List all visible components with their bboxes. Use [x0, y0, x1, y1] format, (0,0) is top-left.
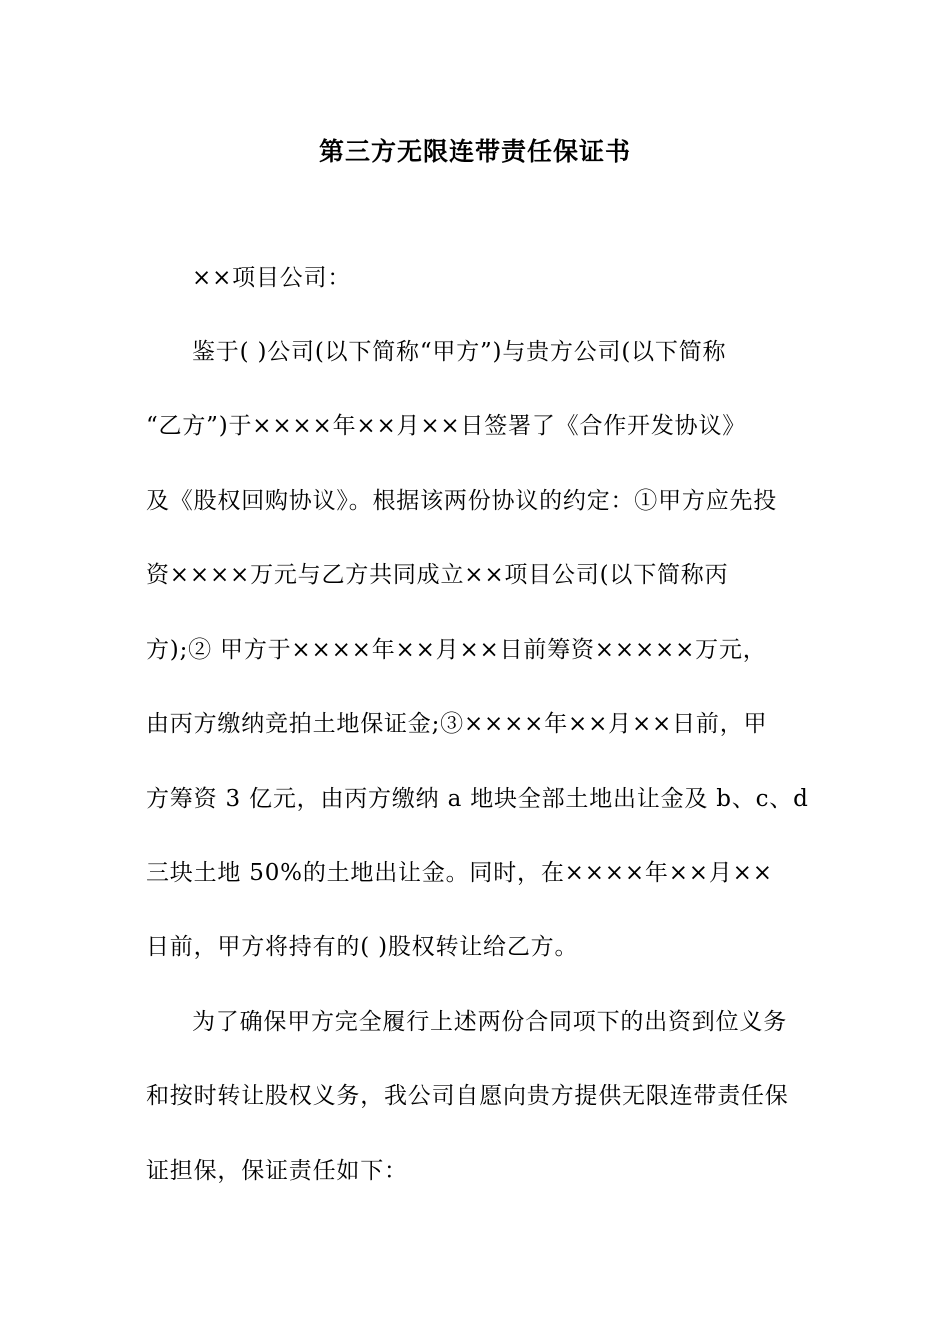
paragraph-1-line-9: 日前，甲方将持有的( )股权转让给乙方。: [146, 934, 579, 960]
paragraph-1-line-1: 鉴于( )公司(以下简称“甲方”)与贵方公司(以下简称: [192, 339, 727, 365]
paragraph-1-line-5: 方);② 甲方于××××年××月××日前筹资×××××万元，: [146, 637, 767, 663]
paragraph-1-line-4: 资××××万元与乙方共同成立××项目公司(以下简称丙: [146, 562, 729, 588]
paragraph-2-line-3: 证担保，保证责任如下：: [146, 1158, 408, 1184]
paragraph-2-line-1: 为了确保甲方完全履行上述两份合同项下的出资到位义务: [192, 1009, 787, 1035]
salutation: ××项目公司：: [192, 265, 352, 291]
paragraph-2-line-2: 和按时转让股权义务，我公司自愿向贵方提供无限连带责任保: [146, 1083, 789, 1109]
paragraph-1-line-6: 由丙方缴纳竞拍土地保证金;③××××年××月××日前，甲: [146, 711, 768, 737]
document-title: 第三方无限连带责任保证书: [318, 137, 631, 166]
paragraph-1-line-2: “乙方”)于××××年××月××日签署了《合作开发协议》: [146, 413, 747, 439]
paragraph-1-line-8: 三块土地 50%的土地出让金。同时，在××××年××月××: [146, 860, 773, 886]
paragraph-1-line-7: 方筹资 3 亿元，由丙方缴纳 a 地块全部土地出让金及 b、c、d: [146, 786, 809, 812]
paragraph-1-line-3: 及《股权回购协议》。根据该两份协议的约定：①甲方应先投: [146, 488, 778, 514]
